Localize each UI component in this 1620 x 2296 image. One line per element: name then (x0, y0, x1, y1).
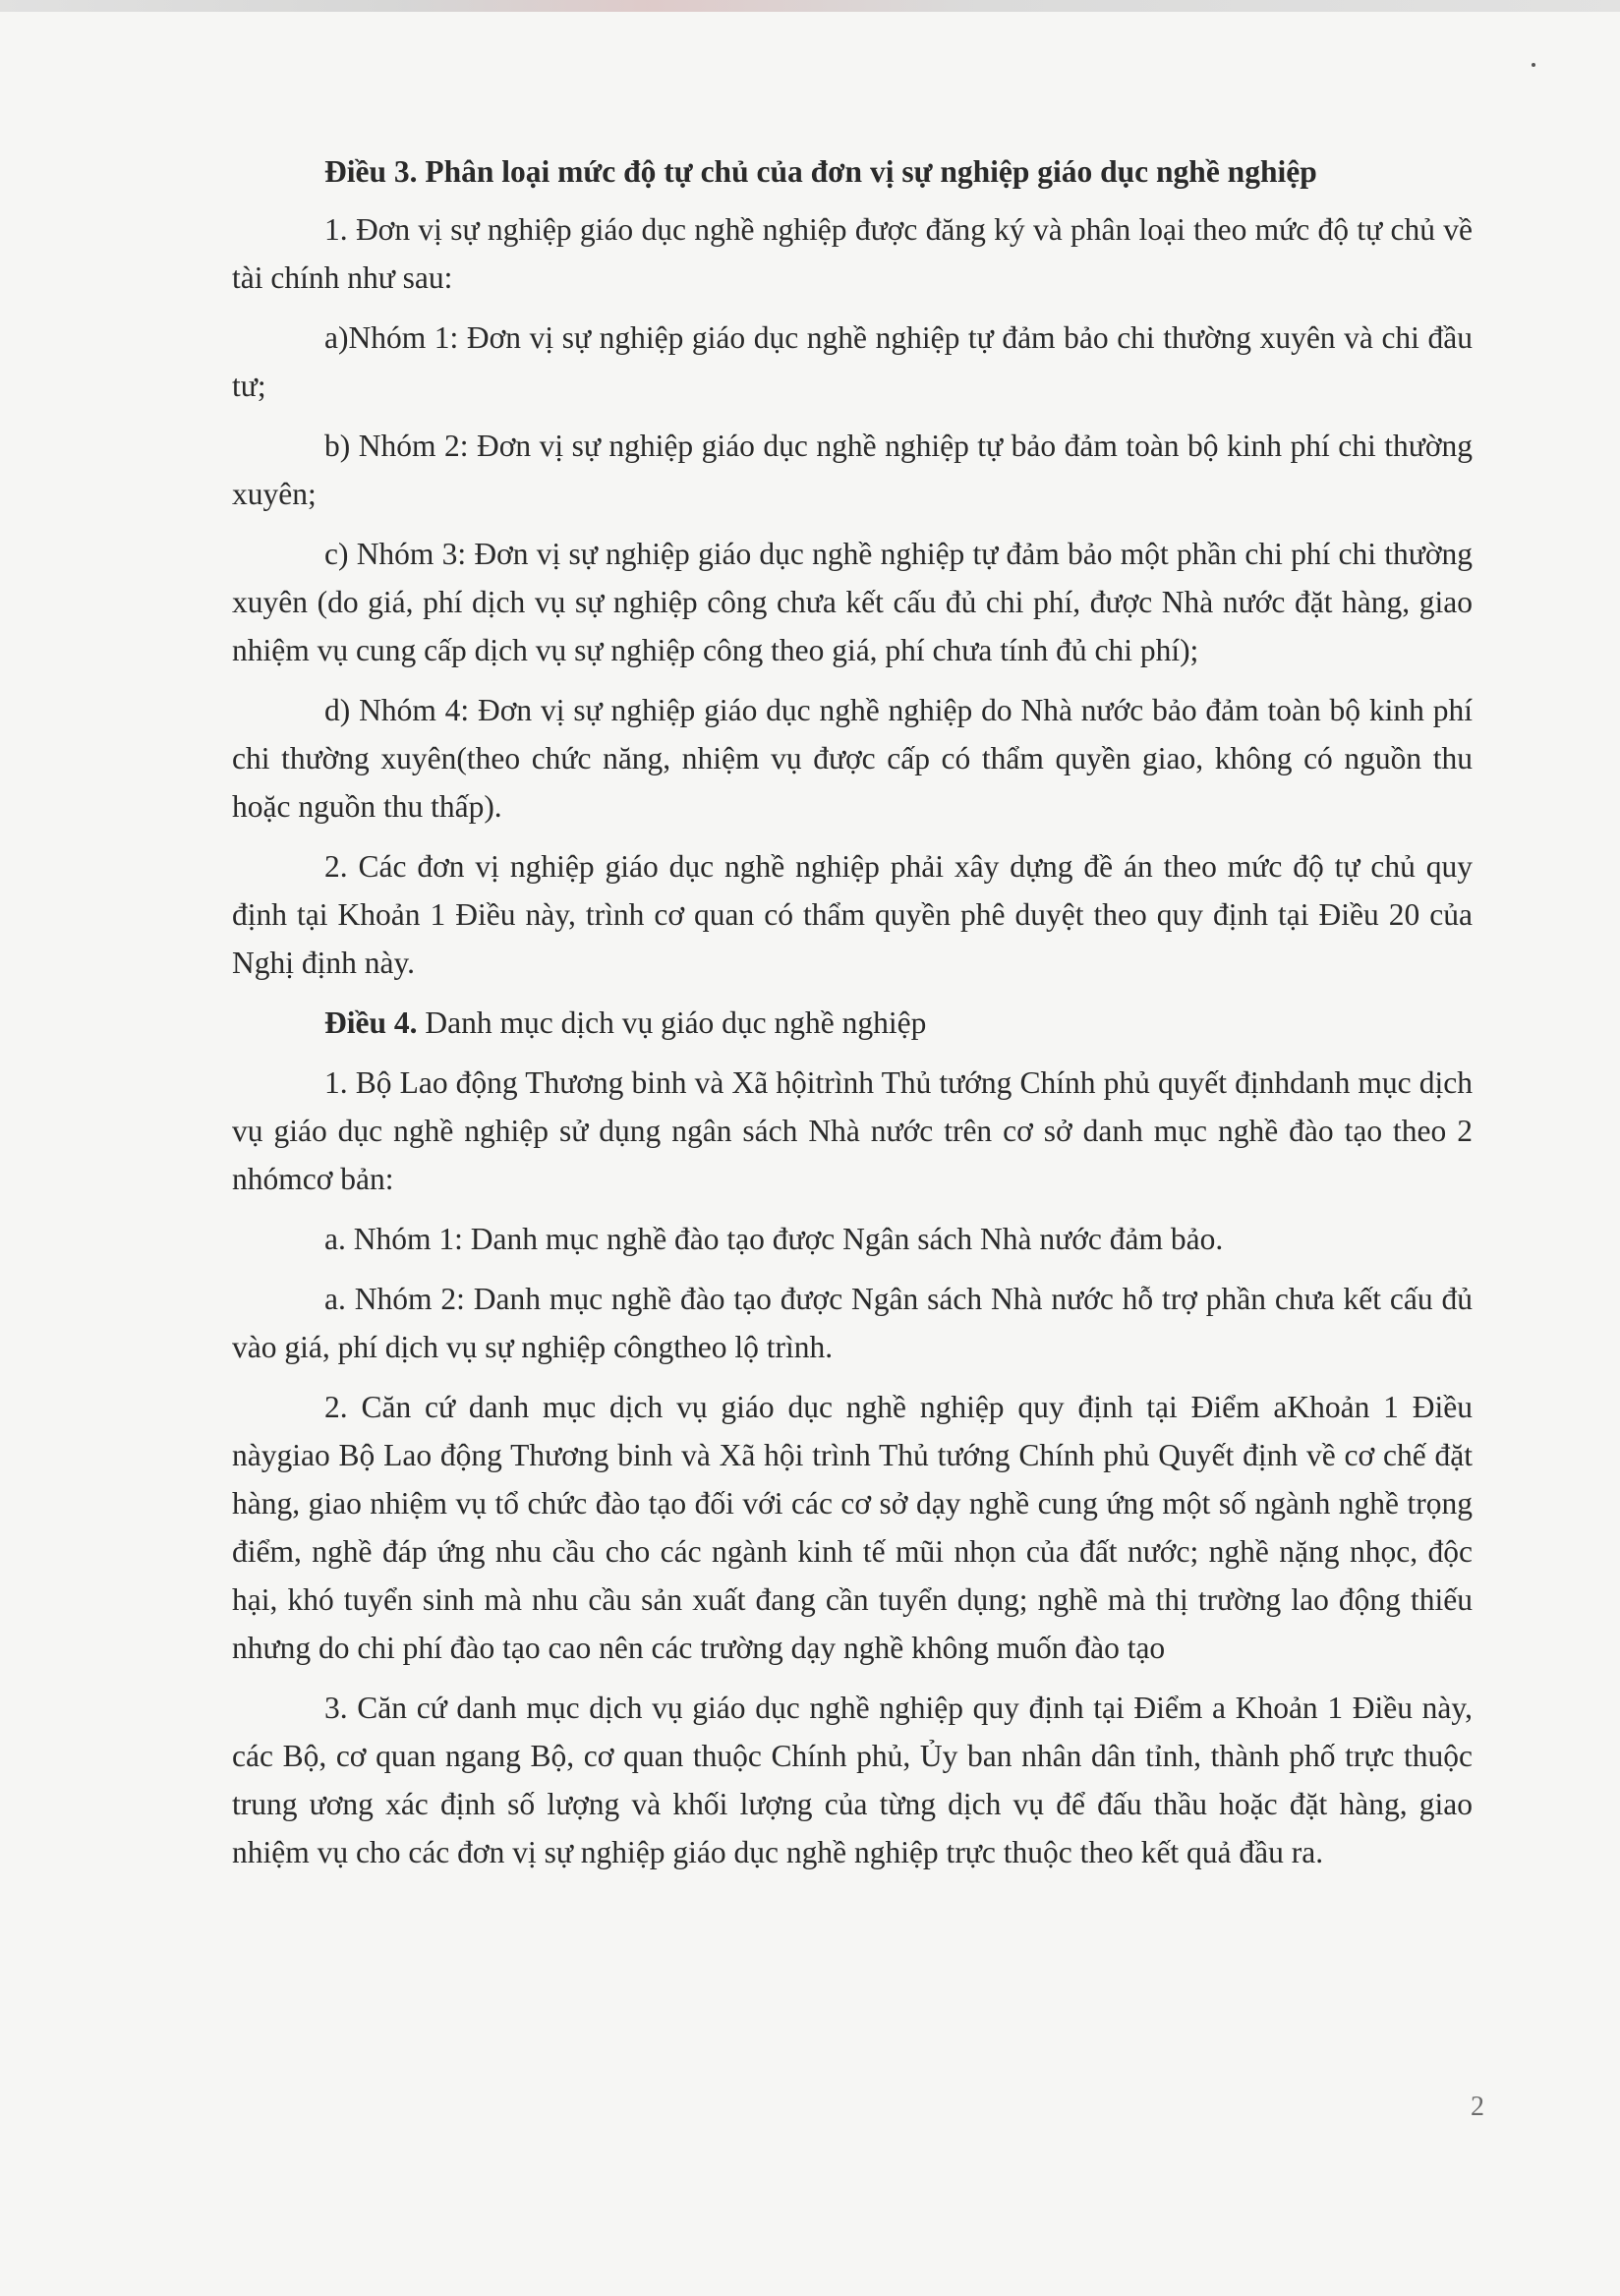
scan-top-edge (0, 0, 1620, 12)
article-4-group-1: a. Nhóm 1: Danh mục nghề đào tạo được Ngân sách Nhà nước đảm bảo. (324, 1222, 1224, 1256)
article-3-group-3: c) Nhóm 3: Đơn vị sự nghiệp giáo dục nghề nghiệp tự đảm bảo một phần chi phí chi thường xuyên (do giá, phí dịch vụ sự nghiệp công chưa kết cấu đủ chi phí, được Nhà nước đặt hàng, giao nhiệm vụ cung cấp dịch vụ sự nghiệp công theo giá, phí chưa tính đủ chi phí); (232, 537, 1473, 667)
article-4-heading (232, 999, 1473, 1047)
document-body (232, 147, 1473, 1888)
article-4-group-2: a. Nhóm 2: Danh mục nghề đào tạo được Ngân sách Nhà nước hỗ trợ phần chưa kết cấu đủ vào giá, phí dịch vụ sự nghiệp côngtheo lộ trình. (232, 1282, 1473, 1364)
article-3-group-4: d) Nhóm 4: Đơn vị sự nghiệp giáo dục nghề nghiệp do Nhà nước bảo đảm toàn bộ kinh phí chi thường xuyên(theo chức năng, nhiệm vụ được cấp có thẩm quyền giao, không có nguồn thu hoặc nguồn thu thấp). (232, 693, 1473, 824)
article-4-clause-1: 1. Bộ Lao động Thương binh và Xã hộitrình Thủ tướng Chính phủ quyết địnhdanh mục dịch vụ giáo dục nghề nghiệp sử dụng ngân sách Nhà nước trên cơ sở danh mục nghề đào tạo theo 2 nhómcơ bản: (232, 1065, 1473, 1196)
article-3-group-2: b) Nhóm 2: Đơn vị sự nghiệp giáo dục nghề nghiệp tự bảo đảm toàn bộ kinh phí chi thường xuyên; (232, 429, 1473, 511)
article-3-number: Điều 3. (324, 154, 418, 189)
article-3-heading (232, 147, 1473, 196)
article-4-clause-3: 3. Căn cứ danh mục dịch vụ giáo dục nghề nghiệp quy định tại Điểm a Khoản 1 Điều này, các Bộ, cơ quan ngang Bộ, cơ quan thuộc Chính phủ, Ủy ban nhân dân tỉnh, thành phố trực thuộc trung ương xác định số lượng và khối lượng của từng dịch vụ để đấu thầu hoặc đặt hàng, giao nhiệm vụ cho các đơn vị sự nghiệp giáo dục nghề nghiệp trực thuộc theo kết quả đầu ra. (232, 1691, 1473, 1869)
article-3-clause-1: 1. Đơn vị sự nghiệp giáo dục nghề nghiệp được đăng ký và phân loại theo mức độ tự chủ về tài chính như sau: (232, 212, 1473, 295)
article-3-clause-2: 2. Các đơn vị nghiệp giáo dục nghề nghiệp phải xây dựng đề án theo mức độ tự chủ quy định tại Khoản 1 Điều này, trình cơ quan có thẩm quyền phê duyệt theo quy định tại Điều 20 của Nghị định này. (232, 849, 1473, 980)
page-number: 2 (1471, 2092, 1484, 2122)
article-3-group-1: a)Nhóm 1: Đơn vị sự nghiệp giáo dục nghề nghiệp tự đảm bảo chi thường xuyên và chi đầu tư; (232, 320, 1473, 403)
article-4-number: Điều 4. (324, 1005, 418, 1040)
article-4-title: Danh mục dịch vụ giáo dục nghề nghiệp (425, 1005, 927, 1040)
scan-speck (1532, 63, 1535, 67)
article-3-title: Phân loại mức độ tự chủ của đơn vị sự nghiệp giáo dục nghề nghiệp (425, 154, 1317, 189)
article-4-clause-2: 2. Căn cứ danh mục dịch vụ giáo dục nghề nghiệp quy định tại Điểm aKhoản 1 Điều nàygiao Bộ Lao động Thương binh và Xã hội trình Thủ tướng Chính phủ Quyết định về cơ chế đặt hàng, giao nhiệm vụ tổ chức đào tạo đối với các cơ sở dạy nghề cung ứng một số ngành nghề trọng điểm, nghề đáp ứng nhu cầu cho các ngành kinh tế mũi nhọn của đất nước; nghề nặng nhọc, độc hại, khó tuyển sinh mà nhu cầu sản xuất đang cần tuyển dụng; nghề mà thị trường lao động thiếu nhưng do chi phí đào tạo cao nên các trường dạy nghề không muốn đào tạo (232, 1390, 1473, 1665)
